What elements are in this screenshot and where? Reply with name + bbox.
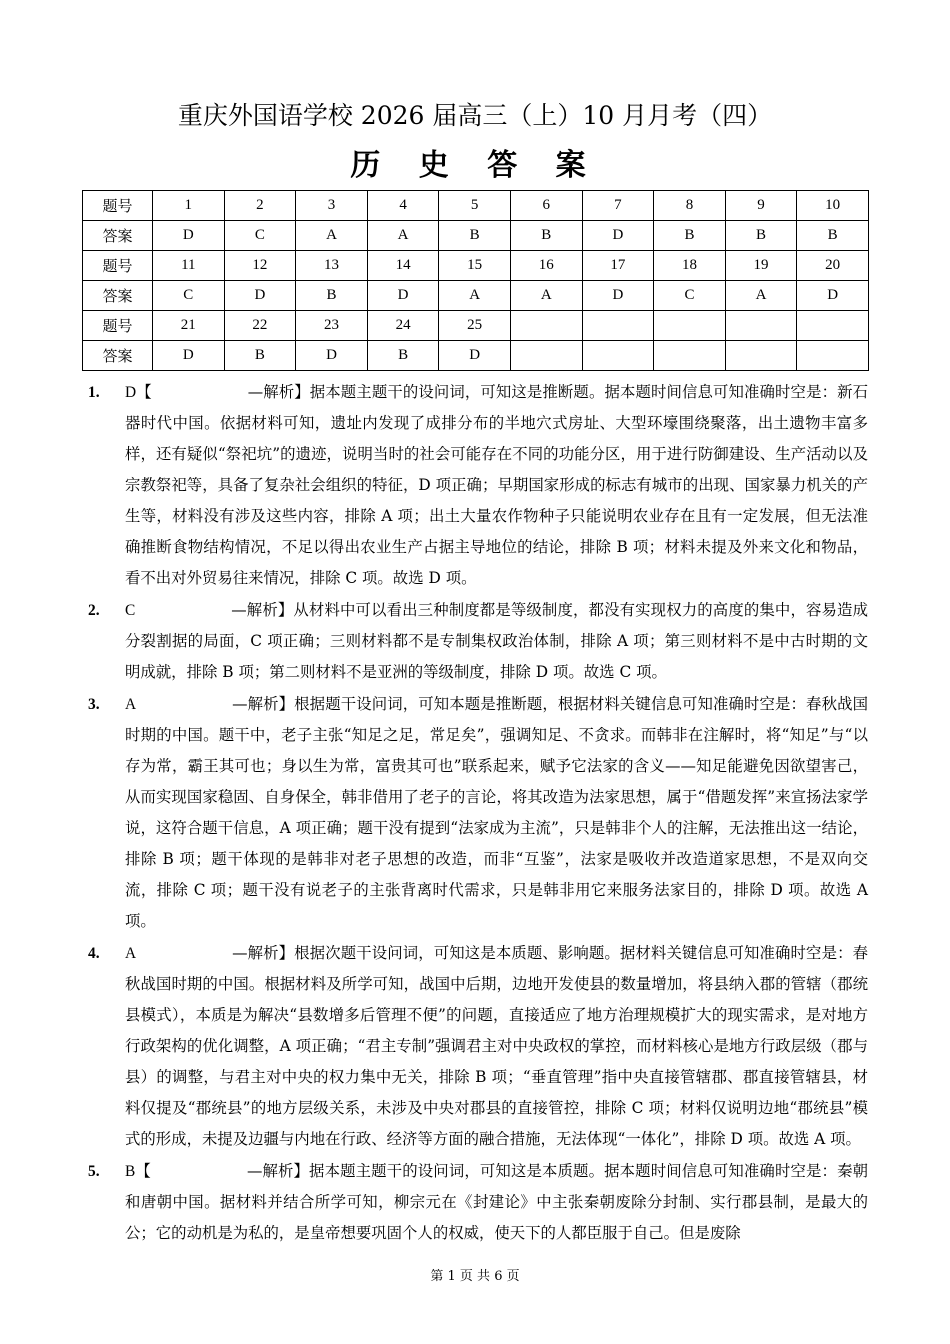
table-cell: 13 <box>296 251 368 281</box>
question-number: 1. <box>88 384 100 401</box>
table-cell: 17 <box>582 251 654 281</box>
question-number: 5. <box>88 1163 100 1180</box>
table-cell: D <box>582 221 654 251</box>
table-cell: 4 <box>367 191 439 221</box>
table-cell: 14 <box>367 251 439 281</box>
table-cell <box>510 311 582 341</box>
table-cell: 22 <box>224 311 296 341</box>
table-cell: 16 <box>510 251 582 281</box>
table-cell: 19 <box>725 251 797 281</box>
table-cell: C <box>153 281 225 311</box>
table-row <box>83 341 869 371</box>
table-cell: 18 <box>654 251 726 281</box>
table-row <box>83 311 869 341</box>
table-cell: 2 <box>224 191 296 221</box>
table-cell: 6 <box>510 191 582 221</box>
table-cell: 10 <box>797 191 869 221</box>
row-header-cell: 答案 <box>83 281 153 311</box>
row-header-cell: 题号 <box>83 311 153 341</box>
table-cell: B <box>654 221 726 251</box>
table-cell: C <box>224 221 296 251</box>
table-cell: 11 <box>153 251 225 281</box>
table-cell <box>725 311 797 341</box>
row-header-cell: 答案 <box>83 221 153 251</box>
table-cell: 9 <box>725 191 797 221</box>
answer-choice: D【 <box>125 384 152 401</box>
table-cell: 20 <box>797 251 869 281</box>
table-cell: C <box>654 281 726 311</box>
table-cell: D <box>153 221 225 251</box>
table-cell: B <box>725 221 797 251</box>
table-cell: D <box>582 281 654 311</box>
table-cell: 25 <box>439 311 511 341</box>
row-header-cell: 答案 <box>83 341 153 371</box>
table-cell: B <box>439 221 511 251</box>
table-cell: 1 <box>153 191 225 221</box>
explanation-item <box>88 377 868 594</box>
table-cell: D <box>797 281 869 311</box>
table-cell: A <box>725 281 797 311</box>
table-cell: D <box>153 341 225 371</box>
explanation-item <box>88 595 868 688</box>
table-cell: A <box>296 221 368 251</box>
table-cell: 21 <box>153 311 225 341</box>
table-cell: D <box>439 341 511 371</box>
subject-title: 历 史 答 案 <box>350 148 600 183</box>
table-cell: 23 <box>296 311 368 341</box>
table-cell: D <box>296 341 368 371</box>
table-cell <box>725 341 797 371</box>
table-cell <box>654 311 726 341</box>
table-cell: B <box>296 281 368 311</box>
explanation-item <box>88 689 868 937</box>
explanation-text: —解析】根据题干设问词，可知本题是推断题，根据材料关键信息可知准确时空是：春秋战国时期的中国。题干中，老子主张“知足之足，常足矣”，强调知足、不贪求。而韩非在注解时，将“知足”与“以存为常，霸王其可也；身以生为常，富贵其可也”联系起来，赋予它法家的含义——知足能避免因欲望害己，从而实现国家稳固、自身保全，韩非借用了老子的言论，将其改造为法家思想，属于“借题发挥”来宣扬法家学说，这符合题干信息，A 项正确；题干没有提到“法家成为主流”，只是韩非个人的注解，无法推出这一结论，排除 B 项；题干体现的是韩非对老子思想的改造，而非“互鉴”，法家是吸收并改造道家思想，不是双向交流，排除 C 项；题干没有说老子的主张背离时代需求，只是韩非用它来服务法家目的，排除 D 项。故选 A 项。 <box>125 695 868 930</box>
row-header-cell: 题号 <box>83 191 153 221</box>
question-number: 2. <box>88 602 100 619</box>
table-cell: B <box>367 341 439 371</box>
question-number: 3. <box>88 696 100 713</box>
table-cell: A <box>439 281 511 311</box>
table-cell: A <box>367 221 439 251</box>
table-cell: B <box>797 221 869 251</box>
page-footer: 第 1 页 共 6 页 <box>430 1269 520 1284</box>
table-cell: 5 <box>439 191 511 221</box>
table-cell: 7 <box>582 191 654 221</box>
table-cell: 8 <box>654 191 726 221</box>
table-cell: 3 <box>296 191 368 221</box>
table-cell: B <box>224 341 296 371</box>
explanation-item <box>88 938 868 1155</box>
table-cell: A <box>510 281 582 311</box>
question-number: 4. <box>88 945 100 962</box>
explanation-text: —解析】从材料中可以看出三种制度都是等级制度，都没有实现权力的高度的集中，容易造成分裂割据的局面，C 项正确；三则材料都不是专制集权政治体制，排除 A 项；第三则材料不是中古时期的文明成就，排除 B 项；第二则材料不是亚洲的等级制度，排除 D 项。故选 C 项。 <box>125 601 868 681</box>
explanation-item <box>88 1156 868 1249</box>
table-row <box>83 191 869 221</box>
table-cell <box>797 341 869 371</box>
answer-choice: A <box>125 696 137 713</box>
table-cell <box>582 311 654 341</box>
explanation-text: —解析】根据次题干设问词，可知这是本质题、影响题。据材料关键信息可知准确时空是：春秋战国时期的中国。根据材料及所学可知，战国中后期，边地开发使县的数量增加，将县纳入郡的管辖（郡统县模式），本质是为解决“县数增多后管理不便”的问题，直接适应了地方治理规模扩大的现实需求，是对地方行政架构的优化调整，A 项正确；“君主专制”强调君主对中央政权的掌控，而材料核心是地方行政层级（郡与县）的调整，与君主对中央的权力集中无关，排除 B 项；“垂直管理”指中央直接管辖郡、郡直接管辖县，材料仅提及“郡统县”的地方层级关系，未涉及中央对郡县的直接管控，排除 C 项；材料仅说明边地“郡统县”模式的形成，未提及边疆与内地在行政、经济等方面的融合措施，无法体现“一体化”，排除 D 项。故选 A 项。 <box>125 944 868 1148</box>
explanations-list <box>88 377 868 1250</box>
table-row <box>83 281 869 311</box>
answer-choice: A <box>125 945 137 962</box>
explanation-text: —解析】据本题主题干的设问词，可知这是本质题。据本题时间信息可知准确时空是：秦朝和唐朝中国。据材料并结合所学可知，柳宗元在《封建论》中主张秦朝废除分封制、实行郡县制，是最大的公；它的动机是为私的，是皇帝想要巩固个人的权威，使天下的人都臣服于自己。但是废除 <box>125 1162 868 1242</box>
table-cell: 15 <box>439 251 511 281</box>
answer-choice: B【 <box>125 1163 151 1180</box>
table-cell: 24 <box>367 311 439 341</box>
table-cell: B <box>510 221 582 251</box>
table-row <box>83 221 869 251</box>
answer-table <box>82 190 869 371</box>
table-cell: D <box>367 281 439 311</box>
table-row <box>83 251 869 281</box>
answer-choice: C <box>125 602 136 619</box>
explanation-text: —解析】据本题主题干的设问词，可知这是推断题。据本题时间信息可知准确时空是：新石器时代中国。依据材料可知，遗址内发现了成排分布的半地穴式房址、大型环壕围绕聚落，出土遗物丰富多样，还有疑似“祭祀坑”的遗迹，说明当时的社会可能存在不同的功能分区，用于进行防御建设、生产活动以及宗教祭祀等，具备了复杂社会组织的特征，D 项正确；早期国家形成的标志有城市的出现、国家暴力机关的产生等，材料没有涉及这些内容，排除 A 项；出土大量农作物种子只能说明农业存在且有一定发展，但无法准确推断食物结构情况，不足以得出农业生产占据主导地位的结论，排除 B 项；材料未提及外来文化和物品，看不出对外贸易往来情况，排除 C 项。故选 D 项。 <box>125 383 868 587</box>
row-header-cell: 题号 <box>83 251 153 281</box>
table-cell <box>654 341 726 371</box>
table-cell: D <box>224 281 296 311</box>
table-cell <box>797 311 869 341</box>
table-cell <box>510 341 582 371</box>
table-cell <box>582 341 654 371</box>
page-title: 重庆外国语学校 2026 届高三（上）10 月月考（四） <box>177 101 773 130</box>
table-cell: 12 <box>224 251 296 281</box>
